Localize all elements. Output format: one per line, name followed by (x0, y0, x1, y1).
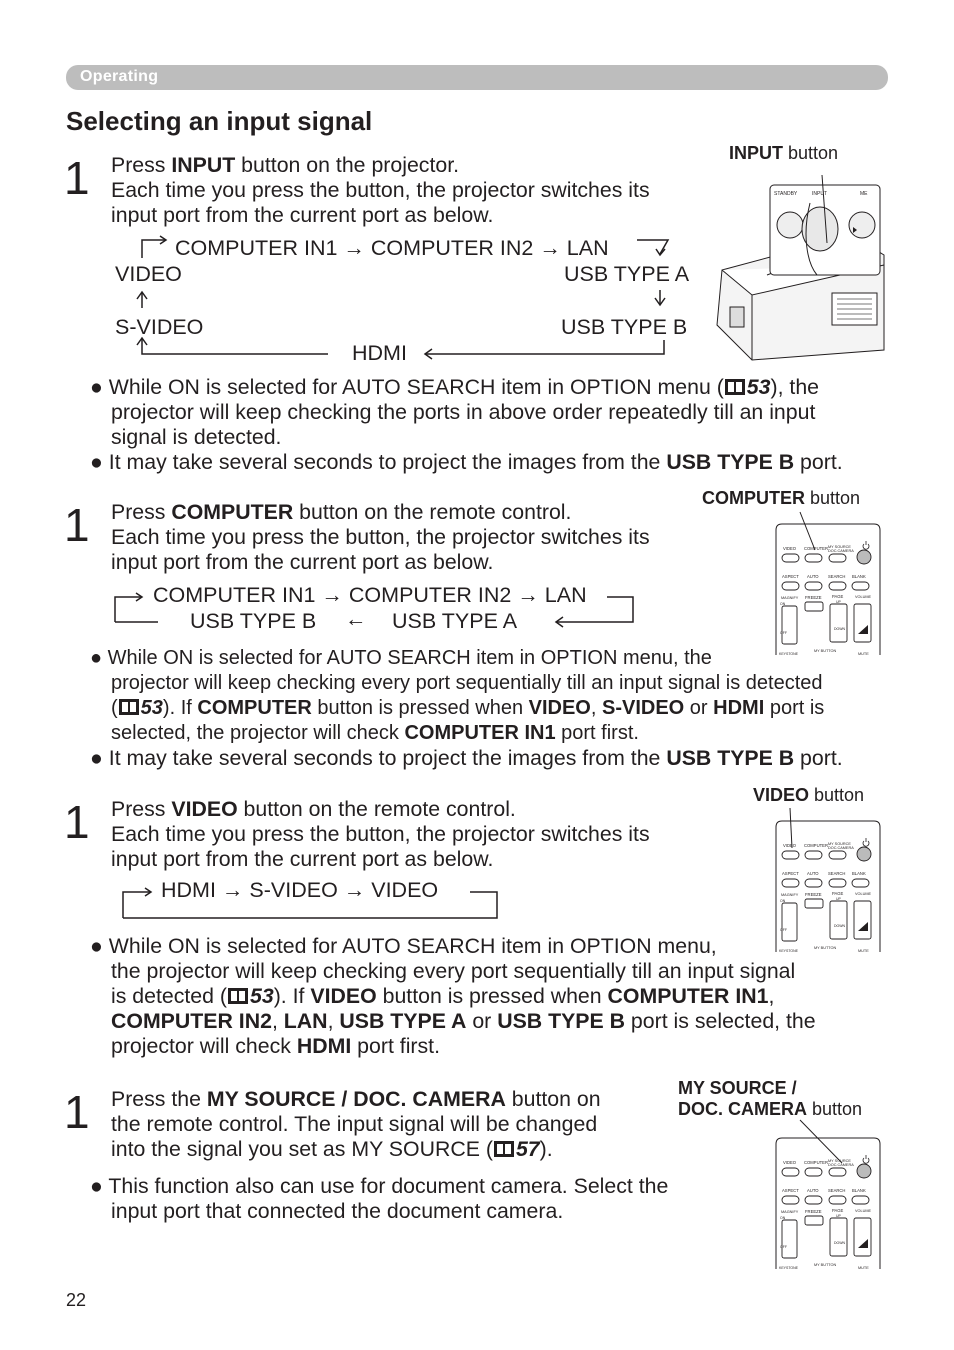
remote-keystone-label: KEYSTONE (779, 949, 798, 953)
step1-line3: input port from the current port as below. (111, 203, 494, 227)
flow2-top: COMPUTER IN1 → COMPUTER IN2 → LAN (153, 583, 587, 607)
step2-line1: Press COMPUTER button on the remote control. (111, 500, 572, 524)
remote-freeze-label: FREEZE (805, 595, 822, 600)
flow1-hdmi: HDMI (352, 341, 407, 365)
remote-auto-label: AUTO (807, 871, 819, 876)
remote-mybutton-label: MY BUTTON (814, 649, 837, 653)
remote-freeze-label: FREEZE (805, 892, 822, 897)
remote-down-label: DOWN (834, 924, 846, 928)
remote-computer-label: COMPUTER (804, 843, 828, 848)
remote-up-label: UP (836, 600, 841, 604)
remote-mysource-label: MY SOURCE (828, 545, 851, 549)
input-button-caption: INPUT button (729, 143, 839, 163)
step1-note1-line3: signal is detected. (111, 425, 282, 449)
remote-doccamera-label: DOC.CAMERA (828, 1163, 854, 1167)
step3-note1: ● While ON is selected for AUTO SEARCH item in OPTION menu, (90, 934, 717, 958)
step1-note2: ● It may take several seconds to project the images from the USB TYPE B port. (90, 450, 843, 474)
step1-line2: Each time you press the button, the projector switches its (111, 178, 650, 202)
flow2-arrow: ← (345, 607, 367, 631)
remote-mysource-label: MY SOURCE (828, 842, 851, 846)
step-number: 1 (64, 152, 90, 204)
remote-page-label: PAGE (832, 594, 844, 599)
flow1-usb-b: USB TYPE B (561, 315, 688, 339)
remote-mybutton-label: MY BUTTON (814, 946, 837, 950)
proj-input-label: INPUT (812, 191, 827, 197)
step4-note1-line2: input port that connected the document camera. (111, 1199, 564, 1223)
remote-search-label: SEARCH (828, 871, 846, 876)
remote-doccamera-label: DOC.CAMERA (828, 846, 854, 850)
remote-video-label: VIDEO (783, 546, 797, 551)
remote-keystone-label: KEYSTONE (779, 652, 798, 656)
step1-note1: ● While ON is selected for AUTO SEARCH item in OPTION menu ( 53), the (90, 375, 820, 399)
remote-off-label: OFF (780, 631, 787, 635)
remote-video-label: VIDEO (783, 843, 797, 848)
remote-down-label: DOWN (834, 1241, 846, 1245)
step3-note1-line3: is detected ( 53). If VIDEO button is pressed when COMPUTER IN1, (111, 984, 775, 1008)
step3-line2: Each time you press the button, the projector switches its (111, 822, 650, 846)
flow3-top: HDMI → S-VIDEO → VIDEO (161, 878, 439, 902)
remote-aspect-label: ASPECT (782, 574, 799, 579)
remote-mute-label: MUTE (858, 1266, 869, 1270)
remote-aspect-label: ASPECT (782, 871, 799, 876)
remote-magnify-label: MAGNIFY (781, 596, 799, 600)
page-title: Selecting an input signal (66, 106, 373, 136)
remote-up-label: UP (836, 897, 841, 901)
remote-page-label: PAGE (832, 1208, 844, 1213)
remote-blank-label: BLANK (852, 1188, 866, 1193)
flow2-usb-a: USB TYPE A (392, 609, 518, 633)
flow1-video: VIDEO (115, 262, 182, 286)
remote-blank-label: BLANK (852, 574, 866, 579)
remote-search-label: SEARCH (828, 574, 846, 579)
step-number: 1 (64, 1086, 90, 1138)
step-number: 1 (64, 796, 90, 848)
flow1-usb-a: USB TYPE A (564, 262, 690, 286)
remote-magnify-label: MAGNIFY (781, 893, 799, 897)
proj-menu-label: ME (860, 191, 868, 197)
step4-line2: the remote control. The input signal will be changed (111, 1112, 598, 1136)
remote-magnify-label: MAGNIFY (781, 1210, 799, 1214)
step4-line3: into the signal you set as MY SOURCE ( 57). (111, 1137, 553, 1161)
remote-page-label: PAGE (832, 891, 844, 896)
remote-computer-label: COMPUTER (804, 546, 828, 551)
remote-on-label: ON (780, 1216, 786, 1220)
step2-note1-line2: projector will keep checking every port sequentially till an input signal is detected (111, 672, 823, 694)
step3-note1-line5: projector will check HDMI port first. (111, 1034, 441, 1058)
step3-note1-line4: COMPUTER IN2, LAN, USB TYPE A or USB TYPE B port is selected, the (111, 1009, 816, 1033)
section-label: Operating (80, 68, 159, 85)
step-number: 1 (64, 499, 90, 551)
remote-freeze-label: FREEZE (805, 1209, 822, 1214)
step2-note2: ● It may take several seconds to project the images from the USB TYPE B port. (90, 746, 843, 770)
remote-mute-label: MUTE (858, 652, 869, 656)
remote-volume-label: VOLUME (855, 1209, 872, 1213)
remote-mysource-label: MY SOURCE (828, 1159, 851, 1163)
remote-auto-label: AUTO (807, 1188, 819, 1193)
remote-down-label: DOWN (834, 627, 846, 631)
remote-video-label: VIDEO (783, 1160, 797, 1165)
step4-line1: Press the MY SOURCE / DOC. CAMERA button on (111, 1087, 601, 1111)
remote-aspect-label: ASPECT (782, 1188, 799, 1193)
step2-line3: input port from the current port as below. (111, 550, 494, 574)
flow2-usb-b: USB TYPE B (190, 609, 317, 633)
proj-standby-label: STANDBY (774, 191, 798, 197)
step2-line2: Each time you press the button, the projector switches its (111, 525, 650, 549)
remote-auto-label: AUTO (807, 574, 819, 579)
remote-mute-label: MUTE (858, 949, 869, 953)
remote-computer-label: COMPUTER (804, 1160, 828, 1165)
remote-doccamera-label: DOC.CAMERA (828, 549, 854, 553)
remote-volume-label: VOLUME (855, 595, 872, 599)
remote-up-label: UP (836, 1214, 841, 1218)
remote-mybutton-label: MY BUTTON (814, 1263, 837, 1267)
step1-note1-line2: projector will keep checking the ports in above order repeatedly till an input (111, 400, 816, 424)
step2-note1-line3: ( 53). If COMPUTER button is pressed when VIDEO, S-VIDEO or HDMI port is (111, 697, 825, 719)
remote-on-label: ON (780, 899, 786, 903)
computer-button-caption: COMPUTER button (702, 488, 861, 508)
video-button-caption: VIDEO button (753, 785, 865, 805)
remote-off-label: OFF (780, 928, 787, 932)
step2-note1-line4: selected, the projector will check COMPUTER IN1 port first. (111, 722, 639, 744)
step1-line1: Press INPUT button on the projector. (111, 153, 460, 177)
mysource-button-caption: MY SOURCE / DOC. CAMERA button (678, 1078, 863, 1119)
page-number: 22 (66, 1290, 87, 1310)
flow1-svideo: S-VIDEO (115, 315, 204, 339)
step3-note1-line2: the projector will keep checking every port sequentially till an input signal (111, 959, 796, 983)
step3-line3: input port from the current port as below. (111, 847, 494, 871)
remote-search-label: SEARCH (828, 1188, 846, 1193)
remote-keystone-label: KEYSTONE (779, 1266, 798, 1270)
remote-blank-label: BLANK (852, 871, 866, 876)
step4-note1: ● This function also can use for document camera. Select the (90, 1174, 669, 1198)
flow1-top: COMPUTER IN1 → COMPUTER IN2 → LAN (175, 236, 609, 260)
remote-off-label: OFF (780, 1245, 787, 1249)
step2-note1: ● While ON is selected for AUTO SEARCH item in OPTION menu, the (90, 647, 712, 669)
remote-volume-label: VOLUME (855, 892, 872, 896)
step3-line1: Press VIDEO button on the remote control. (111, 797, 516, 821)
remote-on-label: ON (780, 602, 786, 606)
